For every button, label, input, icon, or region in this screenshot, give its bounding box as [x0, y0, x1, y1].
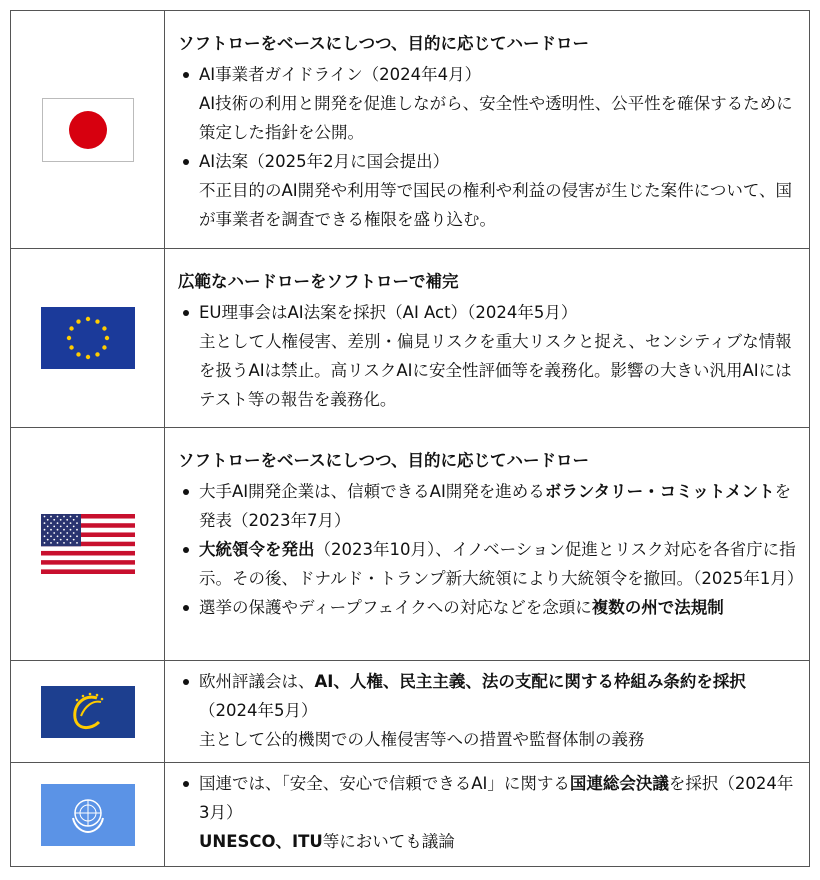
eu-star	[69, 345, 73, 349]
us-star	[46, 526, 48, 528]
us-star	[56, 529, 58, 531]
eu-star	[102, 345, 106, 349]
flag-cell	[11, 763, 165, 867]
us-stripe	[41, 551, 135, 556]
eu-flag-icon	[41, 307, 135, 369]
eu-star	[102, 326, 106, 330]
us-star	[53, 539, 55, 541]
us-star	[76, 542, 78, 544]
item-text: 国連では、「安全、安心で信頼できるAI」に関する	[199, 774, 570, 793]
us-star	[46, 532, 48, 534]
us-star	[56, 522, 58, 524]
item-desc: 主として人権侵害、差別・偏見リスクを重大リスクと捉え、センシティブな情報を扱うAIは禁止。高リスクAIに安全性評価等を義務化。影響の大きい汎用AIにはテスト等の報告を義務化。	[199, 332, 792, 409]
content-cell	[165, 428, 810, 661]
item-text: 大手AI開発企業は、信頼できるAI開発を進める	[199, 482, 545, 501]
us-stripe	[41, 569, 135, 574]
item-text: （2023年10月）、イノベーション促進とリスク対応を各省庁に指示。その後、ドナルド・トランプ新大統領により大統領令を撤回。（2025年1月）	[199, 540, 804, 588]
list-item	[178, 477, 799, 535]
list-item	[178, 535, 804, 593]
item-emphasis: AI、人権、民主主義、法の支配に関する枠組み条約を採択	[314, 672, 746, 691]
us-star	[63, 542, 65, 544]
flag-cell	[11, 11, 165, 249]
us-star	[63, 516, 65, 518]
list-item	[178, 147, 799, 234]
us-star	[72, 519, 74, 521]
item-title: AI事業者ガイドライン（2024年4月）	[199, 65, 482, 84]
us-star	[72, 532, 74, 534]
eu-star	[76, 319, 80, 323]
list-item	[178, 667, 799, 754]
us-star	[53, 519, 55, 521]
item-text: 欧州評議会は、	[199, 672, 315, 691]
item-emphasis: UNESCO、ITU	[199, 832, 323, 851]
flag-cell	[11, 428, 165, 661]
item-text: （2024年5月）	[199, 701, 318, 720]
us-star	[69, 542, 71, 544]
us-star	[59, 526, 61, 528]
content-cell	[165, 11, 810, 249]
us-star	[63, 529, 65, 531]
ai-regulation-table	[10, 10, 810, 867]
us-star	[43, 522, 45, 524]
item-desc: 不正目的のAI開発や利用等で国民の権利や利益の侵害が生じた案件について、国が事業者を調査できる権限を盛り込む。	[199, 181, 792, 229]
us-star	[59, 532, 61, 534]
list-item	[178, 593, 799, 622]
us-star	[43, 529, 45, 531]
row-united-nations	[11, 763, 810, 867]
us-star	[59, 539, 61, 541]
list-item	[178, 298, 799, 414]
us-stripe	[41, 565, 135, 570]
us-star	[43, 535, 45, 537]
row-japan	[11, 11, 810, 249]
eu-star	[85, 317, 89, 321]
item-emphasis: 国連総会決議	[569, 774, 669, 793]
us-star	[53, 526, 55, 528]
item-emphasis: 複数の州で法規制	[591, 598, 724, 617]
flag-cell	[11, 661, 165, 763]
us-star	[72, 539, 74, 541]
us-star	[46, 539, 48, 541]
row-council-of-europe	[11, 661, 810, 763]
us-star	[69, 529, 71, 531]
us-star	[50, 522, 52, 524]
us-canton	[41, 514, 81, 546]
us-star	[76, 535, 78, 537]
list-item	[178, 769, 799, 856]
list-item	[178, 60, 799, 147]
item-emphasis: ボランタリー・コミットメント	[544, 482, 775, 501]
item-text: 選挙の保護やディープフェイクへの対応などを念頭に	[199, 598, 592, 617]
item-desc: 主として公的機関での人権侵害等への措置や監督体制の義務	[199, 730, 645, 749]
item-text: を採択（2024年3月）	[199, 774, 794, 822]
us-star	[69, 535, 71, 537]
us-star	[69, 522, 71, 524]
us-star	[56, 542, 58, 544]
eu-star	[104, 336, 108, 340]
us-star	[66, 526, 68, 528]
row-heading: ソフトローをベースにしつつ、目的に応じてハードロー	[178, 451, 590, 470]
us-star	[76, 516, 78, 518]
row-us	[11, 428, 810, 661]
us-star	[46, 519, 48, 521]
us-star	[76, 529, 78, 531]
japan-flag-icon	[42, 98, 134, 162]
us-flag-icon	[41, 514, 135, 574]
us-star	[56, 516, 58, 518]
us-star	[66, 532, 68, 534]
content-cell	[165, 661, 810, 763]
item-title: EU理事会はAI法案を採択（AI Act）（2024年5月）	[199, 303, 578, 322]
united-nations-flag-icon	[41, 784, 135, 846]
content-cell	[165, 249, 810, 428]
us-stripe	[41, 560, 135, 565]
us-stripe	[41, 546, 135, 551]
us-star	[72, 526, 74, 528]
us-star	[59, 519, 61, 521]
eu-star	[66, 336, 70, 340]
eu-star	[69, 326, 73, 330]
item-emphasis: 大統領令を発出	[199, 540, 315, 559]
item-title: AI法案（2025年2月に国会提出）	[199, 152, 450, 171]
us-star	[50, 529, 52, 531]
content-cell	[165, 763, 810, 867]
us-star	[63, 535, 65, 537]
eu-star	[95, 319, 99, 323]
us-star	[53, 532, 55, 534]
us-star	[66, 539, 68, 541]
us-star	[50, 535, 52, 537]
eu-star	[85, 355, 89, 359]
council-of-europe-flag-icon	[41, 686, 135, 738]
us-star	[50, 542, 52, 544]
us-stripe	[41, 556, 135, 561]
flag-cell	[11, 249, 165, 428]
item-text: を発表（2023年7月）	[199, 482, 792, 530]
us-star	[69, 516, 71, 518]
us-star	[63, 522, 65, 524]
row-heading: 広範なハードローをソフトローで補完	[178, 272, 459, 291]
row-eu	[11, 249, 810, 428]
us-star	[50, 516, 52, 518]
us-star	[43, 516, 45, 518]
us-star	[56, 535, 58, 537]
row-heading: ソフトローをベースにしつつ、目的に応じてハードロー	[178, 34, 590, 53]
eu-star	[95, 352, 99, 356]
us-star	[66, 519, 68, 521]
item-text: 等においても議論	[322, 832, 455, 851]
us-star	[43, 542, 45, 544]
us-star	[76, 522, 78, 524]
item-desc: AI技術の利用と開発を促進しながら、安全性や透明性、公平性を確保するために策定した指針を公開。	[199, 94, 793, 142]
eu-star	[76, 352, 80, 356]
